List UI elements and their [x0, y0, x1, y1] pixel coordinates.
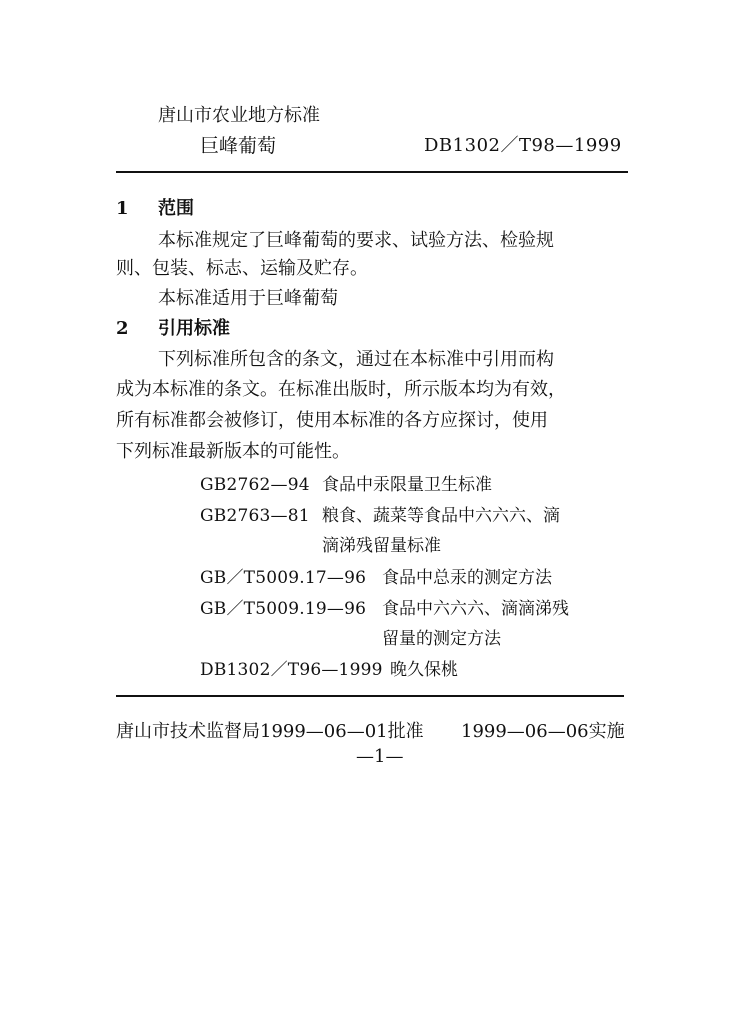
approval-statement: 唐山市技术监督局1999—06—01批准	[116, 721, 424, 742]
reference-code: GB2763—81	[200, 506, 310, 526]
section-2-number: 2	[116, 318, 129, 339]
reference-title-continued: 留量的测定方法	[382, 629, 501, 649]
standard-title: 巨峰葡萄	[200, 135, 277, 157]
section-2-paragraph-line: 成为本标准的条文。在标准出版时，所示版本均为有效，	[116, 379, 566, 400]
reference-code: DB1302／T96—1999	[200, 660, 383, 680]
section-2-title: 引用标准	[158, 318, 230, 339]
standard-code: DB1302／T98—1999	[424, 135, 622, 156]
issuing-organization: 唐山市农业地方标准	[158, 105, 320, 126]
reference-title-continued: 滴涕残留量标准	[322, 536, 441, 556]
reference-code: GB／T5009.19—96	[200, 599, 367, 619]
reference-code: GB／T5009.17—96	[200, 568, 367, 588]
footer-divider	[116, 695, 624, 697]
section-2-paragraph-line: 下列标准所包含的条文，通过在本标准中引用而构	[158, 349, 554, 370]
reference-code: GB2762—94	[200, 475, 310, 495]
section-1-number: 1	[116, 198, 129, 219]
implementation-date: 1999—06—06实施	[461, 721, 625, 742]
reference-title: 食品中六六六、滴滴涕残	[382, 599, 569, 619]
page-number: —1—	[356, 746, 404, 767]
section-1-title: 范围	[158, 198, 194, 219]
header-divider	[116, 171, 628, 173]
section-2-paragraph-line: 所有标准都会被修订，使用本标准的各方应探讨，使用	[116, 410, 548, 431]
reference-title: 食品中汞限量卫生标准	[322, 475, 492, 495]
section-1-paragraph-line: 则、包装、标志、运输及贮存。	[116, 258, 368, 279]
section-1-scope-line: 本标准适用于巨峰葡萄	[158, 288, 338, 309]
reference-title: 粮食、蔬菜等食品中六六六、滴	[322, 506, 560, 526]
section-2-paragraph-line: 下列标准最新版本的可能性。	[116, 441, 350, 462]
reference-title: 食品中总汞的测定方法	[382, 568, 552, 588]
section-1-paragraph-line: 本标准规定了巨峰葡萄的要求、试验方法、检验规	[158, 230, 554, 251]
reference-title: 晚久保桃	[390, 660, 458, 680]
